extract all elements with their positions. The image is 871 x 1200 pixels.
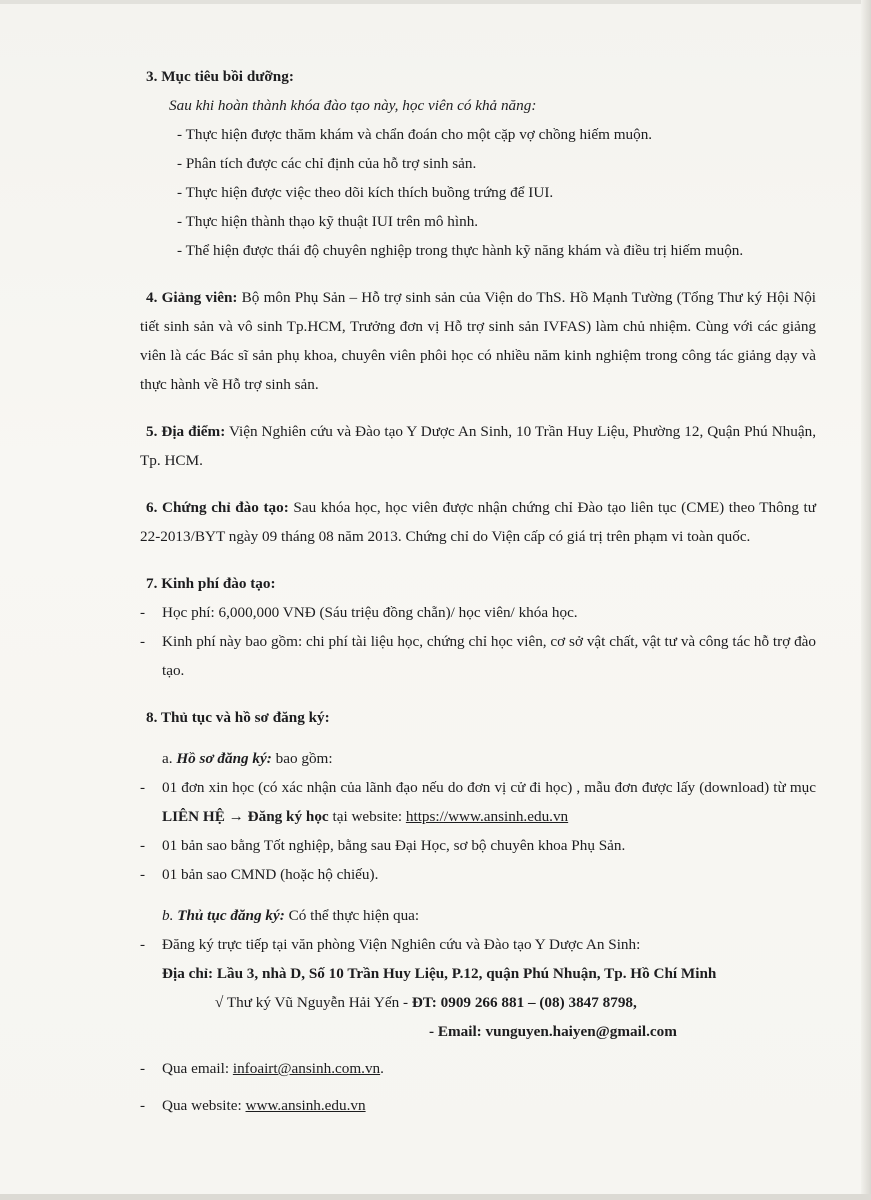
fee-item xyxy=(140,627,816,685)
subsection-b-heading xyxy=(162,901,816,930)
application-item-pre: 01 đơn xin học (có xác nhận của lãnh đạo nếu do đơn vị cử đi học) , mẫu đơn được lấy (download) từ mục xyxy=(162,779,816,796)
section-4 xyxy=(0,283,816,399)
application-item-mid: tại website: xyxy=(332,808,403,825)
subsection-a-label: a. xyxy=(162,750,173,767)
section-8-heading: 8. Thủ tục và hồ sơ đăng ký: xyxy=(146,709,330,726)
document-body xyxy=(140,62,816,1120)
application-item xyxy=(140,860,816,889)
page-right-edge xyxy=(861,0,871,1200)
page-top-edge xyxy=(0,0,871,4)
section-7 xyxy=(140,569,816,685)
section-4-heading: 4. Giảng viên: xyxy=(146,289,238,306)
website-link[interactable]: https://www.ansinh.edu.vn xyxy=(405,808,569,825)
section-7-heading: 7. Kinh phí đào tạo: xyxy=(146,575,276,592)
website-url-link[interactable]: www.ansinh.edu.vn xyxy=(245,1097,366,1114)
secretary-phone: ĐT: 0909 266 881 – (08) 3847 8798, xyxy=(411,994,637,1011)
dash-marker: - xyxy=(140,1060,146,1077)
dash-marker: - xyxy=(140,936,146,953)
section-6 xyxy=(0,493,816,551)
page-bottom-edge xyxy=(0,1194,871,1200)
section-5 xyxy=(0,417,816,475)
office-address: Địa chỉ: Lầu 3, nhà D, Số 10 Trần Huy Liệu, P.12, quận Phú Nhuận, Tp. Hồ Chí Minh xyxy=(162,965,717,982)
objective-item: - Thực hiện thành thạo kỹ thuật IUI trên mô hình. xyxy=(177,213,479,230)
secretary-name: √ Thư ký Vũ Nguyễn Hải Yến - xyxy=(215,994,409,1011)
email-period: . xyxy=(380,1060,384,1077)
application-item xyxy=(140,831,816,860)
dash-marker: - xyxy=(140,837,146,854)
section-5-text: Viện Nghiên cứu và Đào tạo Y Dược An Sinh, 10 Trần Huy Liệu, Phường 12, Quận Phú Nhuận, Tp. HCM. xyxy=(140,423,816,469)
subsection-a-heading xyxy=(162,744,816,773)
dash-marker: - xyxy=(140,1097,146,1114)
registration-item xyxy=(140,1091,816,1120)
fee-item-text: Học phí: 6,000,000 VNĐ (Sáu triệu đồng chẵn)/ học viên/ khóa học. xyxy=(162,604,578,621)
section-3-intro: Sau khi hoàn thành khóa đào tạo này, học viên có khả năng: xyxy=(169,97,537,114)
dash-marker: - xyxy=(140,633,146,650)
section-4-text: Bộ môn Phụ Sản – Hỗ trợ sinh sản của Viện do ThS. Hồ Mạnh Tường (Tổng Thư ký Hội Nội tiết sinh sản và vô sinh Tp.HCM, Trưởng đơn vị Hỗ trợ sinh sản IVFAS) làm chủ nhiệm. Cùng với các giảng viên là các Bác sĩ sản phụ khoa, chuyên viên phôi học có nhiều năm kinh nghiệm trong công tác giảng dạy và thực hành về Hỗ trợ sinh sản. xyxy=(140,289,817,393)
application-item-text: 01 bản sao bằng Tốt nghiệp, bằng sau Đại Học, sơ bộ chuyên khoa Phụ Sản. xyxy=(162,837,626,854)
registration-item-text xyxy=(162,1054,816,1083)
subsection-a-title: Hồ sơ đăng ký: xyxy=(176,750,272,767)
application-item-text xyxy=(162,773,816,831)
registration-item-text: Đăng ký trực tiếp tại văn phòng Viện Nghiên cứu và Đào tạo Y Dược An Sinh: xyxy=(162,936,641,953)
dash-marker: - xyxy=(140,779,146,796)
application-item xyxy=(140,773,816,831)
section-3-heading: 3. Mục tiêu bồi dưỡng: xyxy=(146,68,294,85)
registration-item xyxy=(140,930,816,959)
subsection-b-title: Thủ tục đăng ký: xyxy=(177,907,285,924)
section-5-heading: 5. Địa điểm: xyxy=(146,423,226,440)
secretary-line xyxy=(215,988,816,1017)
section-6-text: Sau khóa học, học viên được nhận chứng chỉ Đào tạo liên tục (CME) theo Thông tư 22-2013/BYT ngày 09 tháng 08 năm 2013. Chứng chỉ do Viện cấp có giá trị trên phạm vi toàn quốc. xyxy=(140,499,816,545)
email-label: Qua email: xyxy=(162,1060,230,1077)
subsection-b-label: b. xyxy=(162,907,174,924)
website-label: Qua website: xyxy=(162,1097,242,1114)
dash-marker: - xyxy=(140,604,146,621)
registration-item-text xyxy=(162,1091,816,1120)
fee-item xyxy=(140,598,816,627)
fee-item-text: Kinh phí này bao gồm: chi phí tài liệu học, chứng chỉ học viên, cơ sở vật chất, vật tư và công tác hỗ trợ đào tạo. xyxy=(162,633,816,679)
section-3 xyxy=(146,62,816,265)
application-item-text: 01 bản sao CMND (hoặc hộ chiếu). xyxy=(162,866,379,883)
info-email-link[interactable]: infoairt@ansinh.com.vn xyxy=(232,1060,381,1077)
contact-menu-path: LIÊN HỆ → Đăng ký học xyxy=(162,808,329,825)
subsection-b-suffix: Có thể thực hiện qua: xyxy=(288,907,420,924)
objective-item: - Thực hiện được thăm khám và chẩn đoán cho một cặp vợ chồng hiếm muộn. xyxy=(177,126,653,143)
section-6-heading: 6. Chứng chỉ đào tạo: xyxy=(146,499,289,516)
objective-item: - Thực hiện được việc theo dõi kích thích buồng trứng để IUI. xyxy=(177,184,554,201)
subsection-a-suffix: bao gồm: xyxy=(275,750,333,767)
section-8 xyxy=(140,703,816,1120)
registration-item xyxy=(140,1054,816,1083)
objective-item: - Phân tích được các chỉ định của hỗ trợ sinh sản. xyxy=(177,155,477,172)
secretary-email: - Email: vunguyen.haiyen@gmail.com xyxy=(429,1023,677,1040)
objective-item: - Thể hiện được thái độ chuyên nghiệp trong thực hành kỹ năng khám và điều trị hiếm muộn. xyxy=(177,242,744,259)
dash-marker: - xyxy=(140,866,146,883)
